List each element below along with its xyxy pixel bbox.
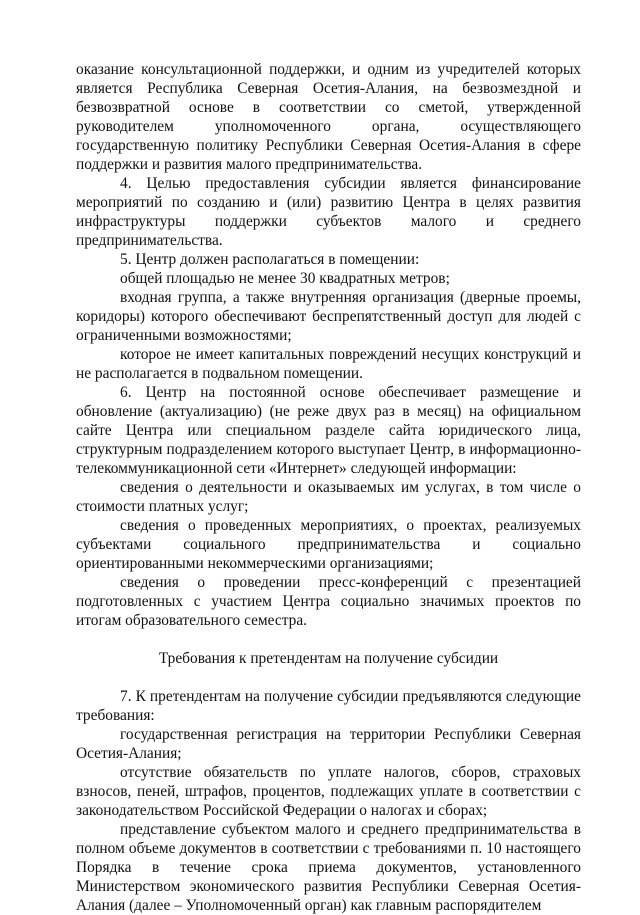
paragraph-accessibility-requirement: входная группа, а также внутренняя организация (дверные проемы, коридоры) которого обеспечивают беспрепятственный доступ для людей с ограниченными возможностями; <box>76 289 581 344</box>
section-heading: Требования к претендентам на получение субсидии <box>158 650 499 667</box>
paragraph-structure-requirement: которое не имеет капитальных повреждений несущих конструкций и не располагается в подвальном помещении. <box>76 346 581 382</box>
paragraph-item-7: 7. К претендентам на получение субсидии предъявляются следующие требования: <box>76 688 581 724</box>
paragraph-item-5: 5. Центр должен располагаться в помещении: <box>120 251 420 268</box>
paragraph-info-press: сведения о проведении пресс-конференций с презентацией подготовленных с участием Центра социально значимых проектов по итогам образовательного семестра. <box>76 574 581 629</box>
paragraph-registration-requirement: государственная регистрация на территории Республики Северная Осетия-Алания; <box>76 726 581 762</box>
paragraph-info-services: сведения о деятельности и оказываемых им услугах, в том числе о стоимости платных услуг; <box>76 479 581 515</box>
paragraph-item-4: 4. Целью предоставления субсидии является финансирование мероприятий по созданию и (или) развитию Центра в целях развития инфраструктуры поддержки субъектов малого и среднего предпринимательства. <box>76 175 581 249</box>
paragraph-continuation: оказание консультационной поддержки, и одним из учредителей которых является Республика Северная Осетия-Алания, на безвозмездной и безвозвратной основе в соответствии со сметой, утвержденной руководителем уполномоченного органа, осуществляющего государственную политику Республики Северная Осетия-Алания в сфере поддержки и развития малого предпринимательства. <box>76 61 581 173</box>
paragraph-info-events: сведения о проведенных мероприятиях, о проектах, реализуемых субъектами социального предпринимательства и социально ориентированными некоммерческими организациями; <box>76 517 581 572</box>
paragraph-tax-requirement: отсутствие обязательств по уплате налогов, сборов, страховых взносов, пеней, штрафов, процентов, подлежащих уплате в соответствии с законодательством Российской Федерации о налогах и сборах; <box>76 764 581 819</box>
paragraph-item-6: 6. Центр на постоянной основе обеспечивает размещение и обновление (актуализацию) (не реже двух раз в месяц) на официальном сайте Центра или специальном разделе сайта юридического лица, структурным подразделением которого выступает Центр, в информационно-телекоммуникационной сети «Интернет» следующей информации: <box>76 384 581 477</box>
document-page <box>76 60 581 915</box>
paragraph-documents-requirement: представление субъектом малого и среднего предпринимательства в полном объеме документов в соответствии с требованиями п. 10 настоящего Порядка в течение срока приема документов, установленного Министерством экономического развития Республики Северная Осетия-Алания (далее – Уполномоченный орган) как главным распорядителем <box>76 821 581 914</box>
paragraph-area-requirement: общей площадью не менее 30 квадратных метров; <box>120 270 450 287</box>
